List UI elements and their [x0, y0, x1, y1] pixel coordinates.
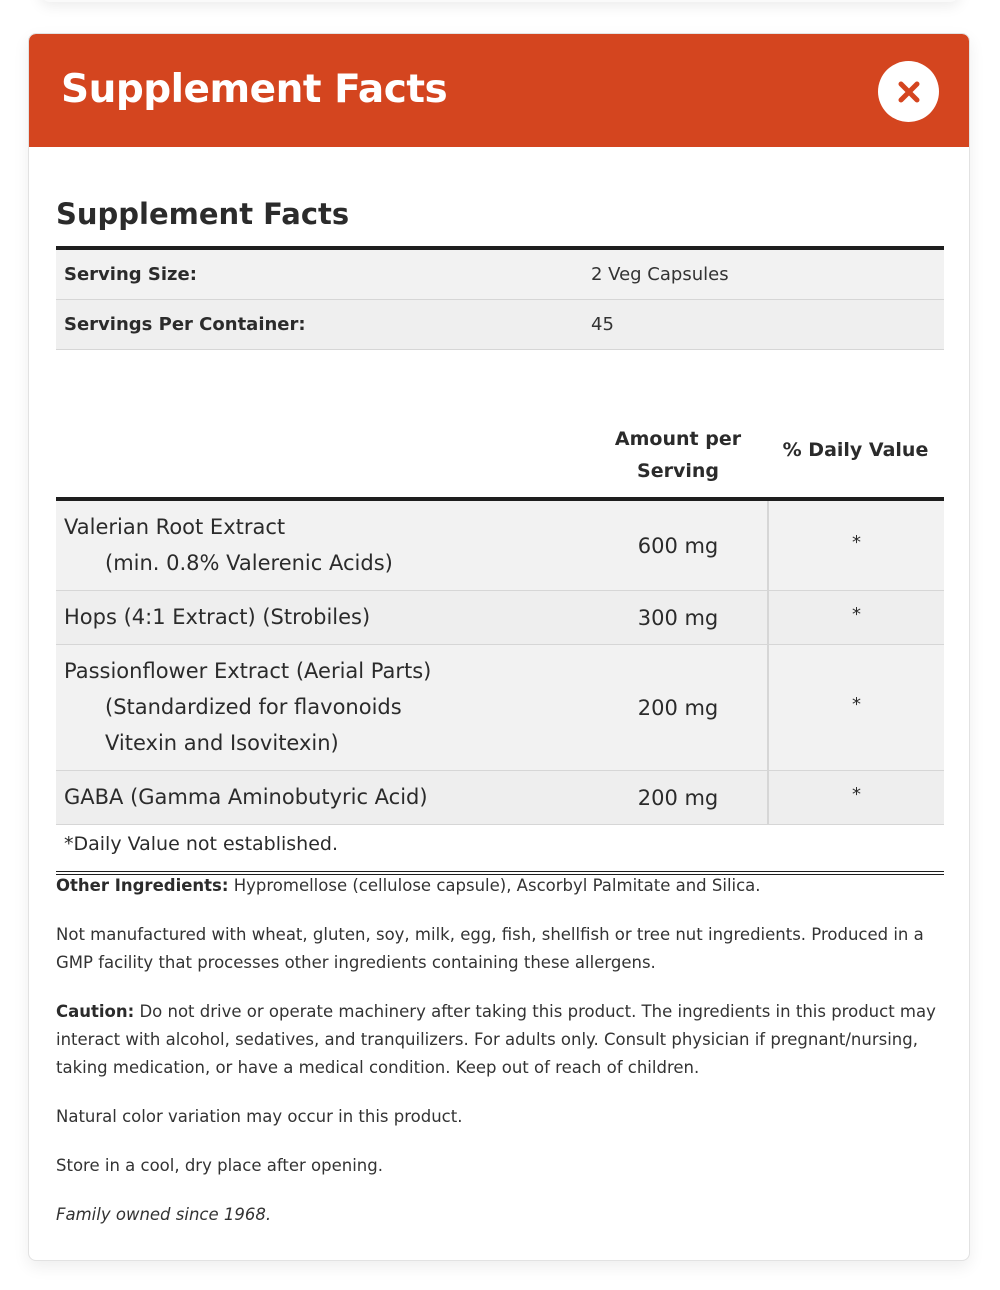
modal-header: [29, 34, 969, 147]
modal-title: Supplement Facts: [61, 67, 448, 112]
ingredient-detail: Vitexin and Isovitexin): [105, 730, 339, 755]
ingredient-row: [56, 591, 944, 645]
ingredient-amount: 600 mg: [637, 533, 719, 558]
product-notes: [56, 872, 944, 1250]
serving-table: [56, 246, 944, 350]
servings-per-container-value: 45: [591, 314, 614, 335]
close-button[interactable]: [878, 61, 939, 122]
supplement-facts-modal: [28, 33, 970, 1261]
storage-note: Store in a cool, dry place after opening.: [56, 1156, 383, 1175]
ingredient-table-header: [56, 385, 944, 497]
other-ingredients-text: Hypromellose (cellulose capsule), Ascorbyl Palmitate and Silica.: [228, 876, 761, 895]
color-variation-note: Natural color variation may occur in this product.: [56, 1107, 463, 1126]
serving-size-label: Serving Size:: [64, 264, 197, 285]
serving-size-value: 2 Veg Capsules: [591, 264, 729, 285]
ingredient-name: GABA (Gamma Aminobutyric Acid): [64, 784, 428, 809]
ingredient-row: [56, 771, 944, 825]
ingredient-table: [56, 497, 944, 875]
backdrop-edge: [40, 0, 960, 2]
daily-value-footnote: *Daily Value not established.: [56, 825, 944, 875]
servings-per-container-row: [56, 300, 944, 350]
ingredient-row: [56, 645, 944, 771]
ingredient-amount: 200 mg: [637, 695, 719, 720]
ingredient-detail: (Standardized for flavonoids: [105, 694, 402, 719]
ingredient-daily-value: *: [767, 645, 944, 770]
ingredient-name: Valerian Root Extract: [64, 515, 286, 539]
other-ingredients-label: Other Ingredients:: [56, 876, 229, 895]
ingredient-daily-value: *: [767, 501, 944, 590]
ingredient-amount: 200 mg: [637, 785, 719, 810]
ingredient-detail: (min. 0.8% Valerenic Acids): [105, 551, 393, 575]
close-x-icon: [897, 80, 921, 104]
allergen-statement: Not manufactured with wheat, gluten, soy, milk, egg, fish, shellfish or tree nut ingredients. Produced in a GMP facility that processes other ingredients containing these allergens.: [56, 925, 924, 972]
other-ingredients: [56, 872, 944, 900]
column-header-amount: [586, 423, 770, 487]
serving-size-row: [56, 250, 944, 300]
ingredient-daily-value: *: [767, 591, 944, 644]
caution-label: Caution:: [56, 1002, 135, 1021]
ingredient-name: Passionflower Extract (Aerial Parts): [64, 658, 432, 683]
servings-per-container-label: Servings Per Container:: [64, 314, 306, 335]
amount-header-line1: Amount per: [614, 428, 742, 450]
ingredient-name: Hops (4:1 Extract) (Strobiles): [64, 604, 371, 629]
tagline-text: Family owned since 1968.: [56, 1205, 272, 1224]
caution-text: Do not drive or operate machinery after taking this product. The ingredients in this product may interact with alcohol, sedatives, and tranquilizers. For adults only. Consult physician if pregnant/nursing, taking medication, or have a medical condition. Keep out of reach of children.: [56, 1002, 936, 1077]
tagline: [56, 1201, 944, 1229]
facts-heading: Supplement Facts: [56, 197, 350, 231]
ingredient-amount: 300 mg: [637, 605, 719, 630]
ingredient-row: [56, 501, 944, 591]
amount-header-line2: Serving: [637, 460, 719, 482]
ingredient-daily-value: *: [767, 771, 944, 824]
column-header-daily-value: % Daily Value: [782, 439, 929, 461]
caution-statement: [56, 998, 944, 1082]
